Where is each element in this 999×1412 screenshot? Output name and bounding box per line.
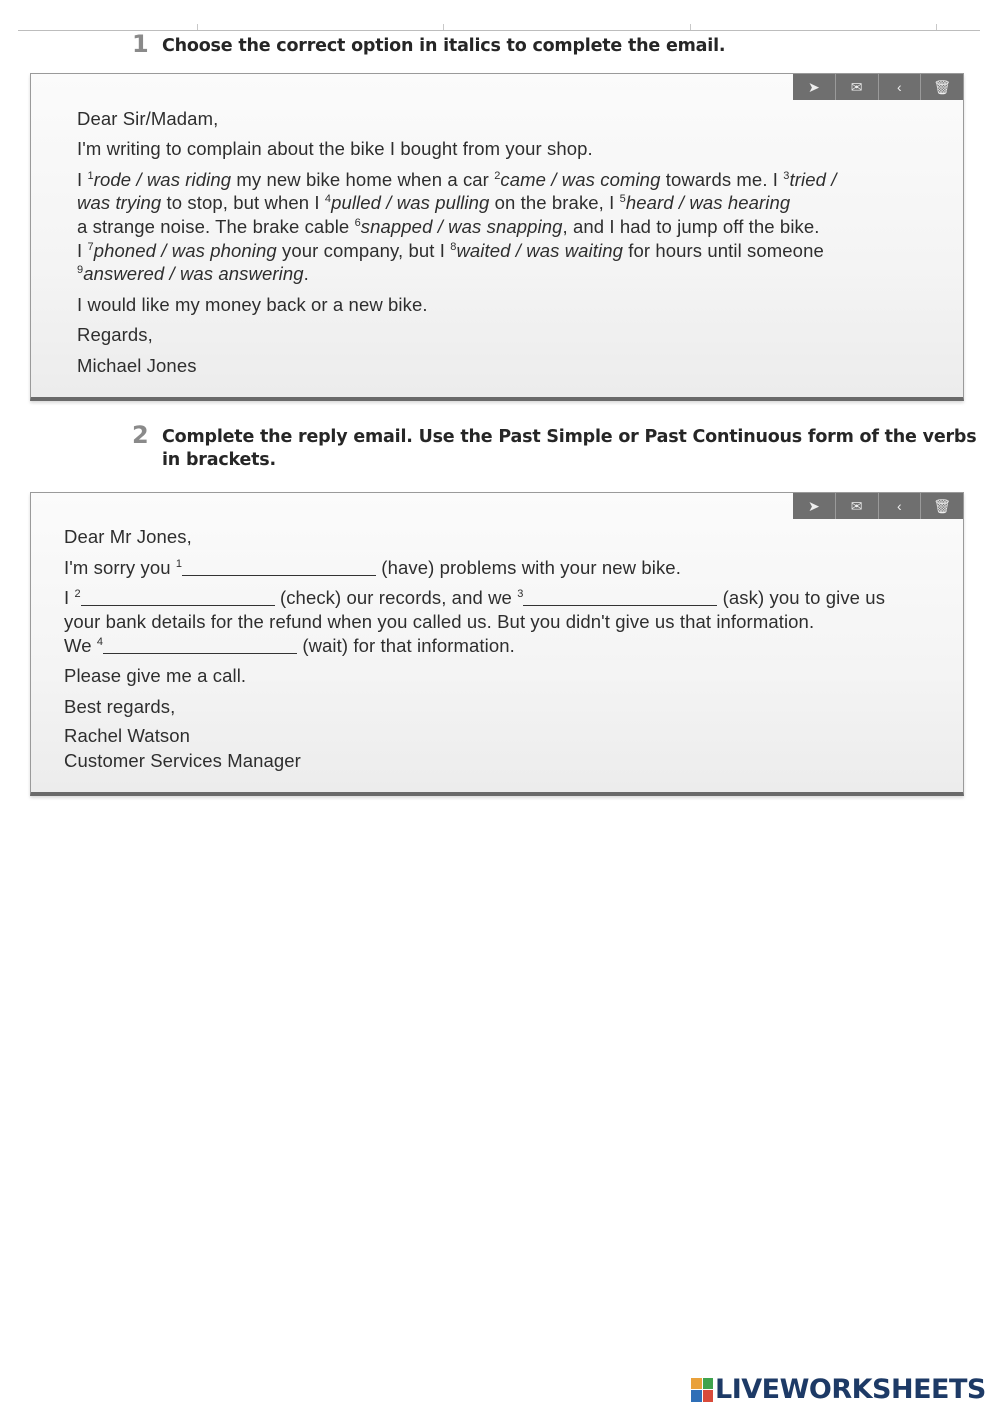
- reply-line-2: I $^2$ (check) our records, and we $^3$ (ask) you to give us: [64, 587, 886, 608]
- exercise-2-instruction-line-2: in brackets.: [162, 450, 276, 470]
- logo-text: LIVEWORKSHEETS: [715, 1374, 986, 1405]
- reply-role: Customer Services Manager: [64, 750, 301, 771]
- email-toolbar: [793, 493, 963, 519]
- email-box-1: [30, 73, 964, 401]
- reply-line-4: We $^4$ (wait) for that information.: [64, 635, 515, 656]
- email-paragraph-line-5: $^9$answered / was answering.: [77, 263, 309, 284]
- answer-blank-2[interactable]: [81, 589, 275, 606]
- option-3-cont[interactable]: was trying: [77, 192, 162, 213]
- exercise-2-number: 2: [132, 421, 149, 449]
- exercise-2-instruction-line-1: Complete the reply email. Use the Past Simple or Past Continuous form of the verbs: [162, 427, 977, 447]
- option-1[interactable]: rode / was riding: [93, 169, 232, 190]
- envelope-icon[interactable]: ✉: [835, 493, 878, 519]
- answer-blank-1[interactable]: [182, 559, 376, 576]
- ruler-tick: [197, 24, 198, 30]
- liveworksheets-logo: [691, 1374, 986, 1405]
- email-intro: I'm writing to complain about the bike I bought from your shop.: [77, 138, 593, 159]
- option-2[interactable]: came / was coming: [500, 169, 661, 190]
- email-greeting: Dear Sir/Madam,: [77, 108, 219, 129]
- ruler-tick: [690, 24, 691, 30]
- ruler-tick: [443, 24, 444, 30]
- logo-icon: [691, 1378, 713, 1402]
- option-7[interactable]: phoned / was phoning: [93, 240, 277, 261]
- email-paragraph-line-1: I $^1$rode / was riding my new bike home when a car $^2$came / was coming towards me. I $^3$tried /: [77, 169, 837, 190]
- send-icon[interactable]: ➤: [808, 497, 820, 514]
- email-paragraph-line-2: was trying to stop, but when I $^4$pulled / was pulling on the brake, I $^5$heard / was hearing: [77, 192, 791, 213]
- send-icon[interactable]: ➤: [808, 78, 820, 95]
- exercise-1-number: 1: [132, 30, 149, 58]
- email-paragraph-line-4: I $^7$phoned / was phoning your company, but I $^8$waited / was waiting for hours until someone: [77, 240, 824, 261]
- back-icon[interactable]: ‹: [878, 493, 921, 519]
- email-box-2: [30, 492, 964, 796]
- answer-blank-4[interactable]: [103, 637, 297, 654]
- exercise-1-instruction: Choose the correct option in italics to complete the email.: [162, 36, 726, 56]
- reply-greeting: Dear Mr Jones,: [64, 526, 192, 547]
- envelope-icon[interactable]: ✉: [835, 74, 878, 100]
- email-signature: Michael Jones: [77, 355, 197, 376]
- email-request: I would like my money back or a new bike.: [77, 294, 428, 315]
- option-5[interactable]: heard / was hearing: [625, 192, 791, 213]
- ruler-tick: [936, 24, 937, 30]
- option-6[interactable]: snapped / was snapping: [360, 216, 563, 237]
- email-closing: Regards,: [77, 324, 153, 345]
- reply-signature: Rachel Watson: [64, 725, 191, 746]
- option-8[interactable]: waited / was waiting: [456, 240, 623, 261]
- reply-closing: Best regards,: [64, 696, 176, 717]
- top-rule: [18, 30, 980, 31]
- reply-line-1: I'm sorry you $^1$ (have) problems with your new bike.: [64, 557, 681, 578]
- trash-icon[interactable]: 🗑: [920, 493, 963, 519]
- email-paragraph-line-3: a strange noise. The brake cable $^6$snapped / was snapping, and I had to jump off the bike.: [77, 216, 820, 237]
- reply-call: Please give me a call.: [64, 665, 247, 686]
- trash-icon[interactable]: 🗑: [920, 74, 963, 100]
- answer-blank-3[interactable]: [523, 589, 717, 606]
- option-9[interactable]: answered / was answering: [83, 263, 304, 284]
- option-3[interactable]: tried /: [789, 169, 837, 190]
- back-icon[interactable]: ‹: [878, 74, 921, 100]
- reply-line-3: your bank details for the refund when you called us. But you didn't give us that information.: [64, 611, 815, 632]
- option-4[interactable]: pulled / was pulling: [331, 192, 490, 213]
- email-toolbar: [793, 74, 963, 100]
